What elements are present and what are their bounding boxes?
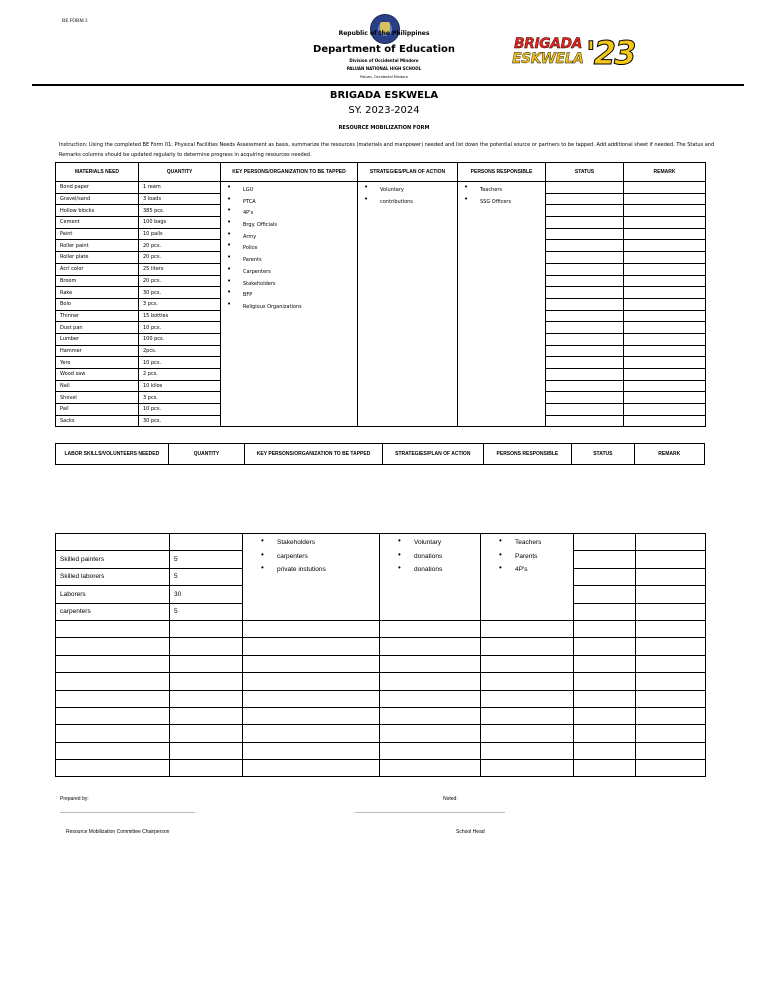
table-row (56, 655, 706, 672)
labor-skill (56, 742, 170, 759)
labor-header-table (55, 443, 705, 465)
material-name: Shovel (56, 392, 139, 404)
labor-quantity: 5 (170, 568, 243, 585)
bullet-item: • Teachers (462, 185, 541, 197)
prepared-by-role: Resource Mobilization Committee Chairperson (66, 829, 170, 835)
material-name: Yero (56, 357, 139, 369)
empty-cell (481, 655, 574, 672)
status-cell (546, 182, 624, 194)
bullet-item: • Parents (225, 255, 353, 267)
status-cell (574, 760, 636, 777)
labor-quantity: 30 (170, 586, 243, 603)
remark-cell (624, 322, 706, 334)
material-name: Bolo (56, 298, 139, 310)
status-cell (546, 298, 624, 310)
remark-cell (624, 310, 706, 322)
remark-cell (624, 217, 706, 229)
bullet-item: • Teachers (485, 536, 569, 550)
empty-cell (243, 707, 380, 724)
bullet-item: • Parents (485, 550, 569, 564)
material-quantity: 10 pcs. (139, 357, 221, 369)
school-address: Paluan, Occidental Mindoro (360, 75, 408, 79)
labor-skill (56, 655, 170, 672)
empty-cell (481, 673, 574, 690)
status-cell (574, 742, 636, 759)
status-cell (574, 690, 636, 707)
remark-cell (636, 655, 706, 672)
col-header-remark: REMARK (634, 444, 704, 465)
status-cell (574, 673, 636, 690)
material-quantity: 100 pcs. (139, 333, 221, 345)
table-row (56, 638, 706, 655)
col-header-quantity: QUANTITY (168, 444, 244, 465)
material-name: Sacks (56, 415, 139, 427)
empty-cell (243, 742, 380, 759)
material-name: Rake (56, 287, 139, 299)
labor-quantity (170, 760, 243, 777)
remark-cell (636, 534, 706, 551)
bullet-item: • carpenters (247, 550, 375, 564)
status-cell (574, 586, 636, 603)
labor-table (55, 533, 706, 777)
col-header-quantity: QUANTITY (139, 163, 221, 182)
prepared-by-label: Prepared by: (60, 796, 89, 802)
col-header-materials: MATERIALS NEED (56, 163, 139, 182)
col-header-status: STATUS (572, 444, 634, 465)
empty-cell (481, 742, 574, 759)
bullet-item: • private instutions (247, 563, 375, 577)
remark-cell (636, 568, 706, 585)
table-row (56, 707, 706, 724)
col-header-persons-responsible: PERSONS RESPONSIBLE (458, 163, 546, 182)
table-row (56, 620, 706, 637)
material-quantity: 20 pcs. (139, 252, 221, 264)
bullet-item: • BFP (225, 290, 353, 302)
status-cell (546, 205, 624, 217)
material-name: Roller plate (56, 252, 139, 264)
col-header-persons-responsible: PERSONS RESPONSIBLE (483, 444, 572, 465)
remark-cell (624, 252, 706, 264)
bullet-item: • 4P's (485, 563, 569, 577)
empty-cell (243, 673, 380, 690)
status-cell (546, 380, 624, 392)
bullet-item: • LGU (225, 185, 353, 197)
key-persons-cell (243, 534, 380, 621)
labor-skill (56, 725, 170, 742)
bullet-item: • contributions (362, 197, 453, 209)
bullet-item: • SSG Officers (462, 197, 541, 209)
empty-cell (380, 690, 481, 707)
empty-cell (380, 707, 481, 724)
remark-cell (624, 345, 706, 357)
col-header-strategies: STRATEGIES/PLAN OF ACTION (358, 163, 458, 182)
table-row (56, 690, 706, 707)
labor-quantity (170, 638, 243, 655)
status-cell (546, 392, 624, 404)
bullet-item: • Voluntary (362, 185, 453, 197)
labor-quantity (170, 707, 243, 724)
empty-cell (380, 655, 481, 672)
material-quantity: 10 kilos (139, 380, 221, 392)
form-code: BE FORM 3 (62, 19, 88, 24)
table-row (56, 673, 706, 690)
remark-cell (636, 620, 706, 637)
labor-skill (56, 673, 170, 690)
status-cell (546, 228, 624, 240)
bullet-item: • Carpenters (225, 267, 353, 279)
noted-label: Noted: (443, 796, 458, 802)
labor-skill (56, 690, 170, 707)
remark-cell (624, 228, 706, 240)
material-name: Pail (56, 404, 139, 416)
status-cell (546, 240, 624, 252)
page-title: BRIGADA ESKWELA (329, 90, 439, 101)
remark-cell (636, 638, 706, 655)
empty-cell (481, 638, 574, 655)
table-row (56, 534, 706, 551)
department-name: Department of Education (313, 44, 455, 55)
remark-cell (636, 551, 706, 568)
empty-cell (380, 620, 481, 637)
status-cell (546, 252, 624, 264)
material-name: Gravel/sand (56, 193, 139, 205)
table-row (56, 760, 706, 777)
material-quantity: 3 loads (139, 193, 221, 205)
material-name: Paint (56, 228, 139, 240)
empty-cell (243, 655, 380, 672)
remark-cell (624, 298, 706, 310)
remark-cell (624, 404, 706, 416)
material-quantity: 100 bags (139, 217, 221, 229)
material-name: Broom (56, 275, 139, 287)
bullet-item: • Army (225, 232, 353, 244)
labor-skill: Skilled laborers (56, 568, 170, 585)
empty-cell (481, 725, 574, 742)
status-cell (546, 217, 624, 229)
status-cell (574, 534, 636, 551)
bullet-item: • donations (384, 550, 476, 564)
prepared-by-signature-line (60, 812, 195, 813)
status-cell (546, 345, 624, 357)
empty-cell (481, 760, 574, 777)
material-name: Thinner (56, 310, 139, 322)
bullet-item: • PTCA (225, 197, 353, 209)
remark-cell (624, 287, 706, 299)
table-row (56, 742, 706, 759)
remark-cell (624, 380, 706, 392)
republic-text: Republic of the Philippines (338, 30, 430, 37)
status-cell (574, 603, 636, 620)
material-quantity: 15 bottles (139, 310, 221, 322)
persons-responsible-cell (458, 182, 546, 427)
school-year: SY. 2023-2024 (348, 105, 420, 116)
material-name: Hammer (56, 345, 139, 357)
remark-cell (624, 193, 706, 205)
remark-cell (624, 205, 706, 217)
remark-cell (636, 760, 706, 777)
bullet-item: • 4P's (225, 208, 353, 220)
school-name: PALUAN NATIONAL HIGH SCHOOL (346, 66, 422, 71)
status-cell (574, 638, 636, 655)
empty-cell (380, 673, 481, 690)
remark-cell (636, 707, 706, 724)
remark-cell (624, 182, 706, 194)
labor-quantity (170, 742, 243, 759)
labor-quantity (170, 673, 243, 690)
empty-cell (481, 690, 574, 707)
material-name: Bond paper (56, 182, 139, 194)
bullet-item: • Police (225, 243, 353, 255)
status-cell (574, 707, 636, 724)
material-name: Roller paint (56, 240, 139, 252)
noted-role: School Head (456, 829, 485, 835)
material-quantity: 3 pcs. (139, 392, 221, 404)
labor-quantity (170, 725, 243, 742)
material-name: Dust pan (56, 322, 139, 334)
col-header-key-persons: KEY PERSONS/ORGANIZATION TO BE TAPPED (221, 163, 358, 182)
empty-cell (380, 742, 481, 759)
bullet-item: • Brgy. Officials (225, 220, 353, 232)
material-quantity: 10 pcs. (139, 404, 221, 416)
empty-cell (243, 620, 380, 637)
labor-skill (56, 760, 170, 777)
empty-cell (243, 638, 380, 655)
remark-cell (624, 392, 706, 404)
col-header-key-persons: KEY PERSONS/ORGANIZATION TO BE TAPPED (245, 444, 383, 465)
status-cell (574, 568, 636, 585)
labor-quantity (170, 690, 243, 707)
labor-quantity (170, 534, 243, 551)
instruction-text: Instruction: Using the completed BE Form 01: Physical Facilities Needs Assessment as basis, summarize the resources (materials and manpower) needed and list down the potential source or partners to be tapped. Add additional sheet if needed. The Status and Remarks columns should be updated regularly to determine progress in acquiring resources needed. (59, 142, 715, 158)
persons-responsible-cell (481, 534, 574, 621)
brigada-eskwela-logo: BRIGADA ESKWELA '23 (512, 34, 635, 72)
col-header-strategies: STRATEGIES/PLAN OF ACTION (383, 444, 484, 465)
labor-skill (56, 620, 170, 637)
status-cell (546, 404, 624, 416)
empty-cell (243, 725, 380, 742)
remark-cell (636, 742, 706, 759)
remark-cell (624, 415, 706, 427)
col-header-status: STATUS (546, 163, 624, 182)
empty-cell (380, 638, 481, 655)
header-divider (32, 84, 744, 86)
key-persons-cell (221, 182, 358, 427)
status-cell (546, 415, 624, 427)
labor-quantity: 5 (170, 603, 243, 620)
bullet-item: • donations (384, 563, 476, 577)
material-quantity: 385 pcs. (139, 205, 221, 217)
material-quantity: 10 pcs. (139, 322, 221, 334)
division-name: Division of Occidental Mindoro (349, 58, 419, 63)
deped-seal-icon (370, 14, 400, 44)
material-quantity: 10 pails (139, 228, 221, 240)
status-cell (574, 655, 636, 672)
strategies-cell (358, 182, 458, 427)
material-quantity: 20 pcs. (139, 275, 221, 287)
labor-quantity (170, 620, 243, 637)
labor-quantity: 5 (170, 551, 243, 568)
status-cell (546, 322, 624, 334)
material-quantity: 25 liters (139, 263, 221, 275)
empty-cell (243, 690, 380, 707)
material-quantity: 2pcs. (139, 345, 221, 357)
labor-skill: Skilled painters (56, 551, 170, 568)
form-title: RESOURCE MOBILIZATION FORM (338, 125, 430, 131)
remark-cell (624, 263, 706, 275)
status-cell (546, 275, 624, 287)
material-quantity: 30 pcs. (139, 287, 221, 299)
remark-cell (624, 357, 706, 369)
remark-cell (624, 275, 706, 287)
remark-cell (636, 586, 706, 603)
status-cell (546, 369, 624, 381)
material-quantity: 1 ream (139, 182, 221, 194)
noted-signature-line (355, 812, 505, 813)
labor-quantity (170, 655, 243, 672)
bullet-item: • Stakeholders (247, 536, 375, 550)
remark-cell (624, 333, 706, 345)
status-cell (546, 310, 624, 322)
bullet-item: • Stakeholders (225, 279, 353, 291)
status-cell (546, 263, 624, 275)
remark-cell (624, 369, 706, 381)
material-name: Lumber (56, 333, 139, 345)
status-cell (546, 357, 624, 369)
status-cell (574, 725, 636, 742)
status-cell (574, 551, 636, 568)
empty-cell (481, 620, 574, 637)
remark-cell (636, 725, 706, 742)
empty-cell (380, 760, 481, 777)
remark-cell (636, 603, 706, 620)
remark-cell (636, 690, 706, 707)
material-name: Acri color (56, 263, 139, 275)
status-cell (574, 620, 636, 637)
col-header-remark: REMARK (624, 163, 706, 182)
empty-cell (481, 707, 574, 724)
status-cell (546, 193, 624, 205)
material-quantity: 30 pcs. (139, 415, 221, 427)
table-row (56, 725, 706, 742)
labor-skill: Laborers (56, 586, 170, 603)
material-name: Nail (56, 380, 139, 392)
remark-cell (636, 673, 706, 690)
labor-skill (56, 534, 170, 551)
bullet-item: • Religious Organizations (225, 302, 353, 314)
labor-skill (56, 707, 170, 724)
remark-cell (624, 240, 706, 252)
material-name: Hollow blocks (56, 205, 139, 217)
table-row (56, 182, 706, 194)
status-cell (546, 333, 624, 345)
labor-skill (56, 638, 170, 655)
strategies-cell (380, 534, 481, 621)
materials-table (55, 162, 706, 427)
status-cell (546, 287, 624, 299)
col-header-labor: LABOR SKILLS/VOLUNTEERS NEEDED (56, 444, 169, 465)
labor-skill: carpenters (56, 603, 170, 620)
material-quantity: 20 pcs. (139, 240, 221, 252)
material-quantity: 3 pcs. (139, 298, 221, 310)
bullet-item: • Voluntary (384, 536, 476, 550)
material-name: Cement (56, 217, 139, 229)
material-name: Wood saw (56, 369, 139, 381)
material-quantity: 2 pcs. (139, 369, 221, 381)
empty-cell (380, 725, 481, 742)
empty-cell (243, 760, 380, 777)
